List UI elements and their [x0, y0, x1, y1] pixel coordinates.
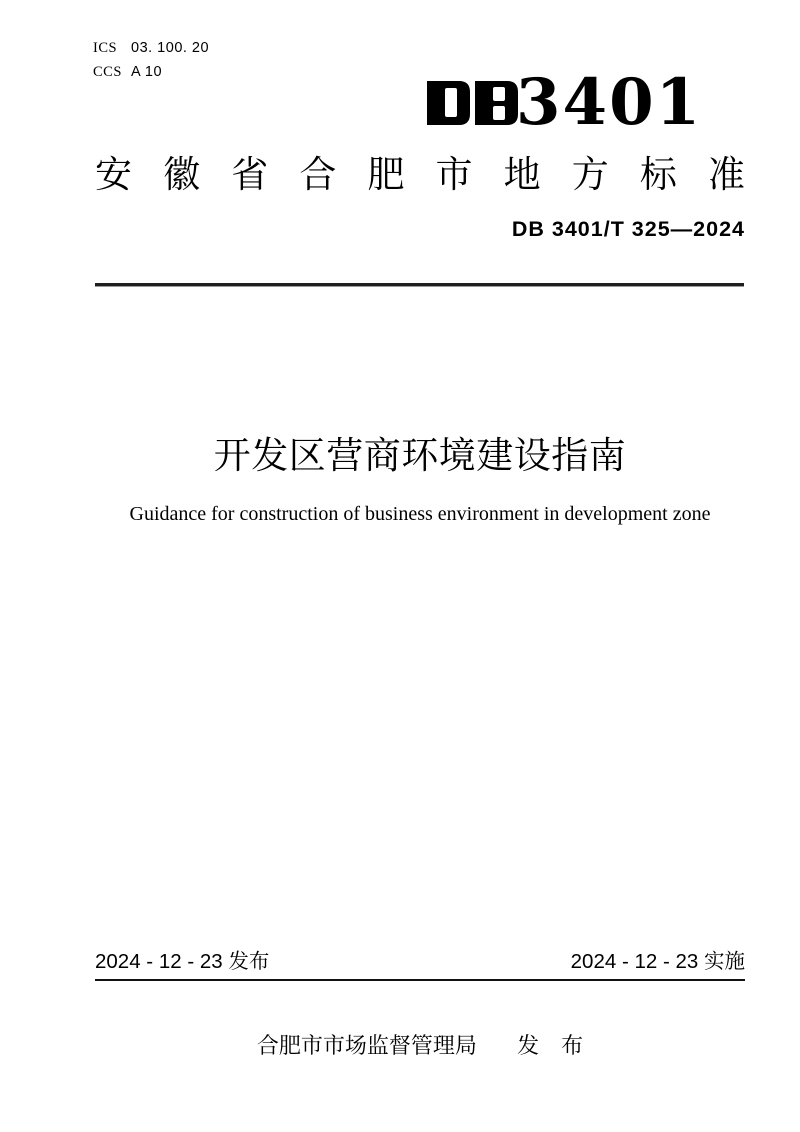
standard-name-char: 徽 [163, 154, 201, 195]
standard-name-char: 地 [503, 154, 541, 195]
implementation-date: 2024 - 12 - 23 实施 [570, 950, 745, 973]
ccs-value: A 10 [131, 64, 163, 80]
db-letters-icon [427, 81, 518, 125]
ccs-row [93, 60, 209, 84]
standard-name-char: 准 [707, 154, 745, 195]
classification-block [93, 36, 209, 84]
ics-label: ICS [93, 40, 118, 56]
footer-rule [95, 979, 745, 981]
standard-name-char: 合 [299, 154, 337, 195]
dates-row [95, 948, 745, 976]
standard-name-char: 肥 [367, 154, 405, 195]
header-rule [95, 283, 744, 286]
ccs-label: CCS [93, 64, 122, 80]
standard-number: DB 3401/T 325—2024 [511, 217, 745, 241]
standard-name-char: 安 [95, 154, 132, 195]
ics-row [93, 36, 209, 60]
standard-name-char: 市 [435, 154, 473, 195]
standard-name-row [95, 155, 745, 195]
issue-date: 2024 - 12 - 23 发布 [95, 950, 270, 973]
publish-label: 发 布 [517, 1033, 584, 1058]
document-title: 开发区营商环境建设指南 [213, 435, 627, 476]
ics-value: 03. 100. 20 [131, 40, 210, 56]
publisher-row [95, 1031, 745, 1061]
document-title-english: Guidance for construction of business environment in development zone [129, 503, 711, 525]
standard-name-char: 方 [571, 154, 609, 195]
standard-name-char: 省 [231, 154, 269, 195]
db-region-code: 3401 [516, 65, 703, 140]
publisher-name: 合肥市市场监督管理局 [256, 1033, 477, 1058]
standard-name-char: 标 [639, 154, 677, 195]
